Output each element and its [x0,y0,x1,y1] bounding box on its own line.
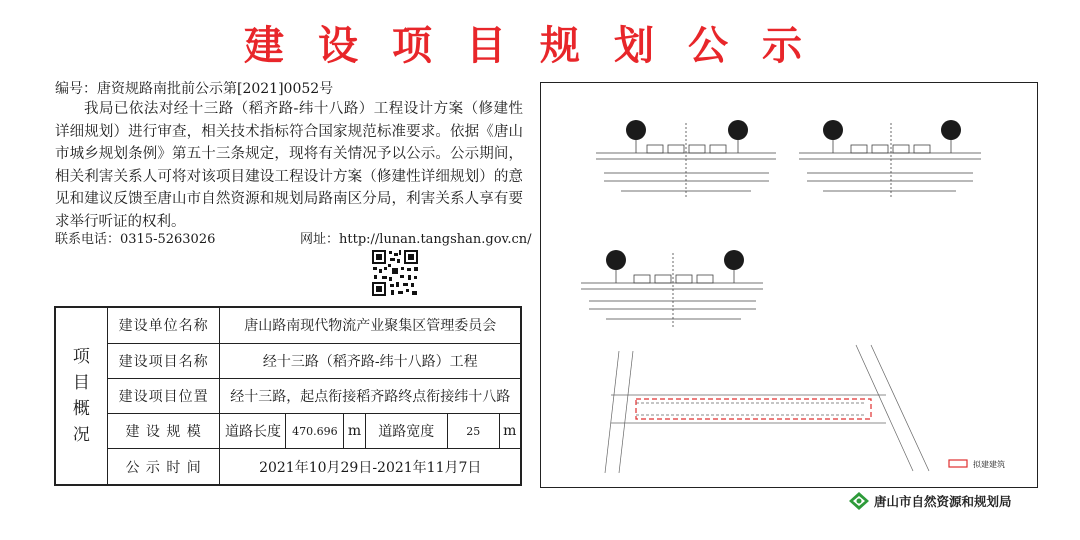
legend-label: 拟建建筑 [973,460,1005,469]
publicity-period-value: 2021年10月29日-2021年11月7日 [220,449,521,485]
road-width-value: 25 [447,414,499,449]
road-design-drawing [541,83,1037,487]
road-length-unit: m [344,414,365,449]
construction-unit-value: 唐山路南现代物流产业聚集区管理委员会 [220,307,521,343]
design-drawing-panel [540,82,1038,488]
road-cross-section-1 [596,123,776,199]
footer-organization [848,491,1012,511]
road-width-unit: m [499,414,521,449]
project-name-label: 建设项目名称 [107,343,220,378]
road-length-value: 470.696 [286,414,344,449]
construction-scale-label: 建 设 规 模 [107,414,220,449]
project-overview-side-label: 项 目 概 况 [55,307,107,485]
project-name-value: 经十三路（稻齐路-纬十八路）工程 [220,343,521,378]
page-title: 建设项目规划公示 [244,23,836,69]
construction-unit-label: 建设单位名称 [107,307,220,343]
project-location-value: 经十三路，起点衔接稻齐路终点衔接纬十八路 [220,378,521,413]
road-plan-view [605,345,929,473]
proposed-road-outline [636,399,871,419]
bureau-logo-icon [848,491,870,511]
website-address: 网址：http://lunan.tangshan.gov.cn/ [300,232,532,247]
footer-organization-name: 唐山市自然资源和规划局 [874,494,1012,509]
project-overview-table [54,306,522,486]
notice-body: 我局已依法对经十三路（稻齐路-纬十八路）工程设计方案（修建性详细规划）进行审查，相关技术指标符合国家规范标准要求。依据《唐山市城乡规划条例》第五十三条规定，现将有关情况予以公示。公示期间，相关利害关系人可将对该项目建设工程设计方案（修建性详细规划）的意见和建议反馈至唐山市自然资源和规划局路南区分局，利害关系人享有要求举行听证的权利。 [55,101,523,230]
legend-swatch [949,460,967,467]
publicity-period-label: 公 示 时 间 [107,449,220,485]
road-width-label: 道路宽度 [365,414,447,449]
contact-phone: 联系电话：0315-5263026 [55,232,216,247]
road-length-label: 道路长度 [220,414,286,449]
qr-code-icon[interactable] [370,248,420,298]
notice-number: 编号：唐资规路南批前公示第[2021]0052号 [55,81,334,97]
project-location-label: 建设项目位置 [107,378,220,413]
